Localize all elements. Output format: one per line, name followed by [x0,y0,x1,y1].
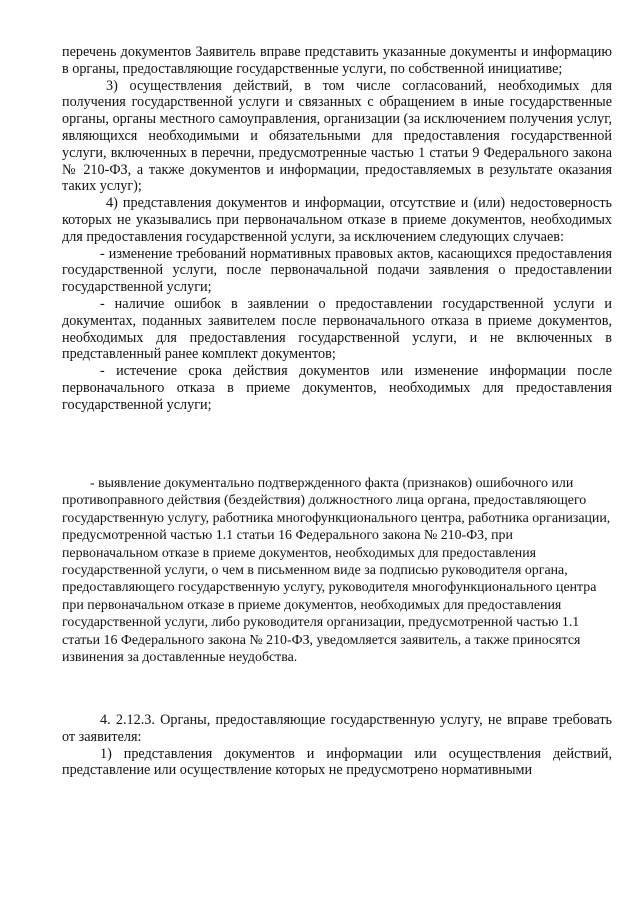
exception-bullet-2: - наличие ошибок в заявлении о предоставлении государственной услуги и документах, поданных заявителем после первоначального отказа в приеме документов, необходимых для предоставления государственной услуги, и не включенных в представленный ранее комплект документов; [62,295,612,363]
exception-bullet-3: - истечение срока действия документов или изменение информации после первоначального отказа в приеме документов, необходимых для предоставления государственной услуги; [62,363,612,413]
section-item-1-paragraph: 1) представления документов и информации или осуществления действий, представление или осуществление которых не предусмотрено нормативными [62,745,612,779]
document-body-middle [62,475,612,666]
item-4-paragraph: 4) представления документов и информации, отсутствие и (или) недостоверность которых не указывались при первоначальном отказе в приеме документов, необходимых для предоставления государственной услуги, за исключением следующих случаев: [62,195,612,245]
intro-paragraph: перечень документов Заявитель вправе представить указанные документы и информацию в органы, предоставляющие государственные услуги, по собственной инициативе; [62,44,612,77]
exception-bullet-4: - выявление документально подтвержденного факта (признаков) ошибочного или противоправного действия (бездействия) должностного лица органа, предоставляющего государственную услугу, работника многофункционального центра, работника организации, предусмотренной частью 1.1 статьи 16 Федерального закона № 210-ФЗ, при первоначальном отказе в приеме документов, необходимых для предоставления государственной услуги, о чем в письменном виде за подписью руководителя органа, предоставляющего государственную услугу, руководителя многофункционального центра при первоначальном отказе в приеме документов, необходимых для предоставления государственной услуги, либо руководителя организации, предусмотренной частью 1.1 статьи 16 Федерального закона № 210-ФЗ, уведомляется заявитель, а также приносятся извинения за доставленные неудобства. [62,476,611,666]
section-heading: 4. 2.12.3. Органы, предоставляющие государственную услугу, не вправе требовать от заявителя: [62,712,612,745]
document-body-top [62,44,612,414]
exception-bullet-1: - изменение требований нормативных правовых актов, касающихся предоставления государственной услуги, после первоначальной подачи заявления о предоставлении государственной услуги; [62,245,612,296]
document-body-bottom [62,712,612,779]
item-3-paragraph: 3) осуществления действий, в том числе согласований, необходимых для получения государственной услуги и связанных с обращением в иные государственные органы, органы местного самоуправления, организации (за исключением получения услуг, являющихся необходимыми и обязательными для предоставления государственной услуги, включенных в перечни, предусмотренные частью 1 статьи 9 Федерального закона № 210-ФЗ, а также документов и информации, предоставляемых в результате оказания таких услуг); [62,77,612,195]
